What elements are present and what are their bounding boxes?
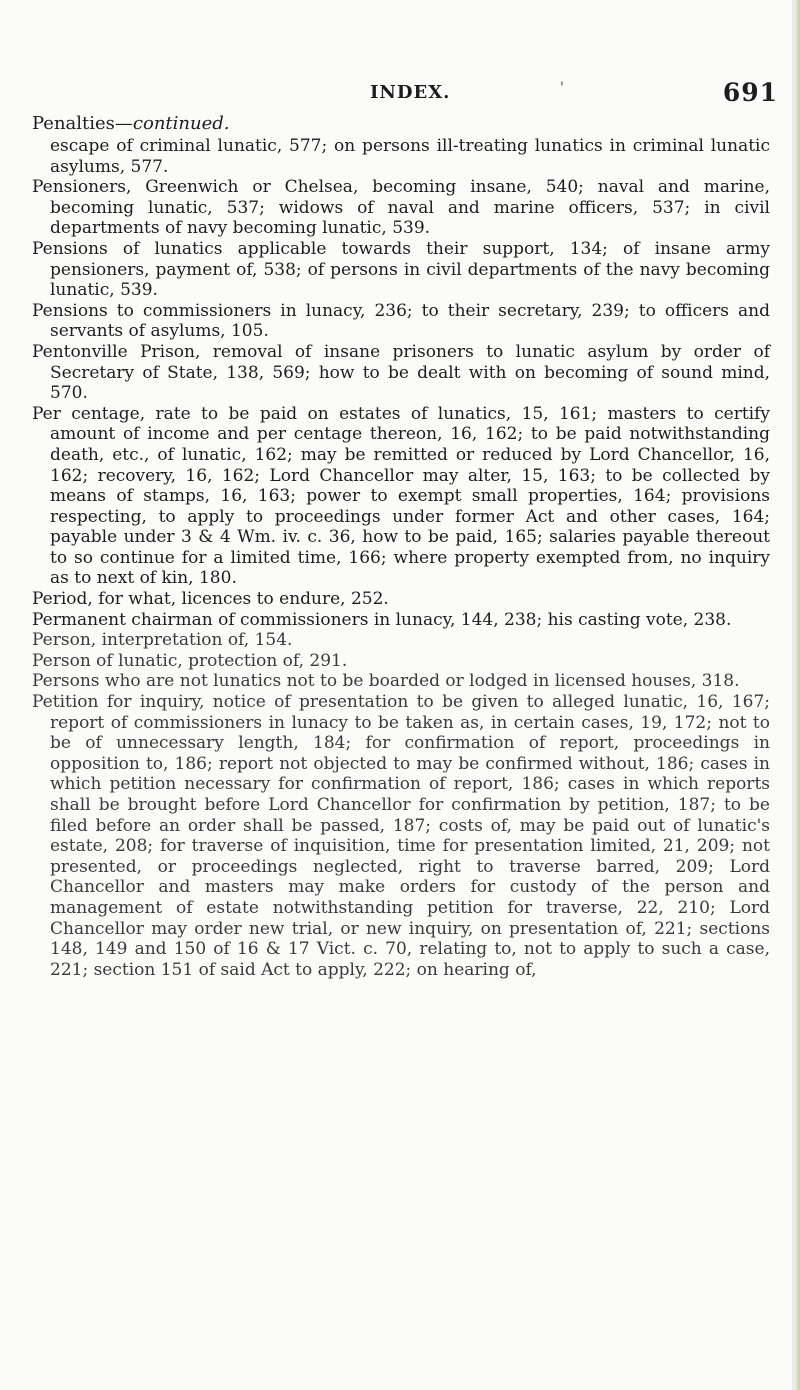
- index-entry-person-interpretation: Person, interpretation of, 154.: [32, 630, 293, 651]
- running-title: INDEX.: [370, 82, 451, 103]
- index-entry-permanent-chairman: Permanent chairman of commissioners in lunacy, 144, 238; his casting vote, 238.: [32, 609, 732, 630]
- index-entry-pensions-commissioners: Pensions to commissioners in lunacy, 236; to their secretary, 239; to officers and servants of asylums, 105.: [32, 300, 770, 342]
- page-number: 691: [722, 78, 778, 107]
- index-entry-pentonville: Pentonville Prison, removal of insane prisoners to lunatic asylum by order of Secretary of State, 138, 569; how to be dealt with on becoming of sound mind, 570.: [32, 341, 770, 404]
- index-entry-period: Period, for what, licences to endure, 252.: [32, 589, 389, 610]
- section-heading-main: Penalties—: [32, 113, 133, 134]
- index-entry-persons-not-lunatics: Persons who are not lunatics not to be boarded or lodged in licensed houses, 318.: [32, 671, 740, 692]
- section-heading: [32, 114, 770, 134]
- page-edge: [794, 0, 800, 1390]
- section-heading-suffix: continued.: [132, 113, 230, 134]
- index-entry-person-lunatic: Person of lunatic, protection of, 291.: [32, 650, 348, 671]
- index-entry-pensioners: Pensioners, Greenwich or Chelsea, becoming insane, 540; naval and marine, becoming lunatic, 537; widows of naval and marine officers, 537; in civil departments of navy becoming lunatic, 539.: [32, 177, 770, 239]
- index-entry-per-centage: Per centage, rate to be paid on estates of lunatics, 15, 161; masters to certify amount of income and per centage thereon, 16, 162; to be paid notwithstanding death, etc., of lunatic, 162; may be remitted or reduced by Lord Chancellor, 16, 162; recovery, 16, 162; Lord Chancellor may alter, 15, 163; to be collected by means of stamps, 16, 163; power to exempt small properties, 164; provisions respecting, to apply to proceedings under former Act and other cases, 164; payable under 3 & 4 Wm. iv. c. 36, how to be paid, 165; salaries payable thereout to so continue for a limited time, 166; where property exempted from, no inquiry as to next of kin, 180.: [32, 403, 770, 589]
- page-header: [60, 78, 780, 110]
- index-entry-penalties-continued: escape of criminal lunatic, 577; on persons ill-treating lunatics in criminal lunatic asylums, 577.: [50, 136, 770, 177]
- index-entry-pensions-lunatics: Pensions of lunatics applicable towards their support, 134; of insane army pensioners, payment of, 538; of persons in civil departments of the navy becoming lunatic, 539.: [32, 238, 770, 301]
- header-mark: ': [560, 80, 564, 96]
- index-entry-petition-inquiry: Petition for inquiry, notice of presentation to be given to alleged lunatic, 16, 167; report of commissioners in lunacy to be taken as, in certain cases, 19, 172; not to be of unnecessary length, 184; for confirmation of report, proceedings in opposition to, 186; report not objected to may be confirmed without, 186; cases in which petition necessary for confirmation of report, 186; cases in which reports shall be brought before Lord Chancellor for confirmation by petition, 187; to be filed before an order shall be passed, 187; costs of, may be paid out of lunatic's estate, 208; for traverse of inquisition, time for presentation limited, 21, 209; not presented, or proceedings neglected, right to traverse barred, 209; Lord Chancellor and masters may make orders for custody of the person and management of estate notwithstanding petition for traverse, 22, 210; Lord Chancellor may order new trial, or new inquiry, on presentation of, 221; sections 148, 149 and 150 of 16 & 17 Vict. c. 70, relating to, not to apply to such a case, 221; section 151 of said Act to apply, 222; on hearing of,: [32, 692, 770, 980]
- index-content: [32, 114, 770, 980]
